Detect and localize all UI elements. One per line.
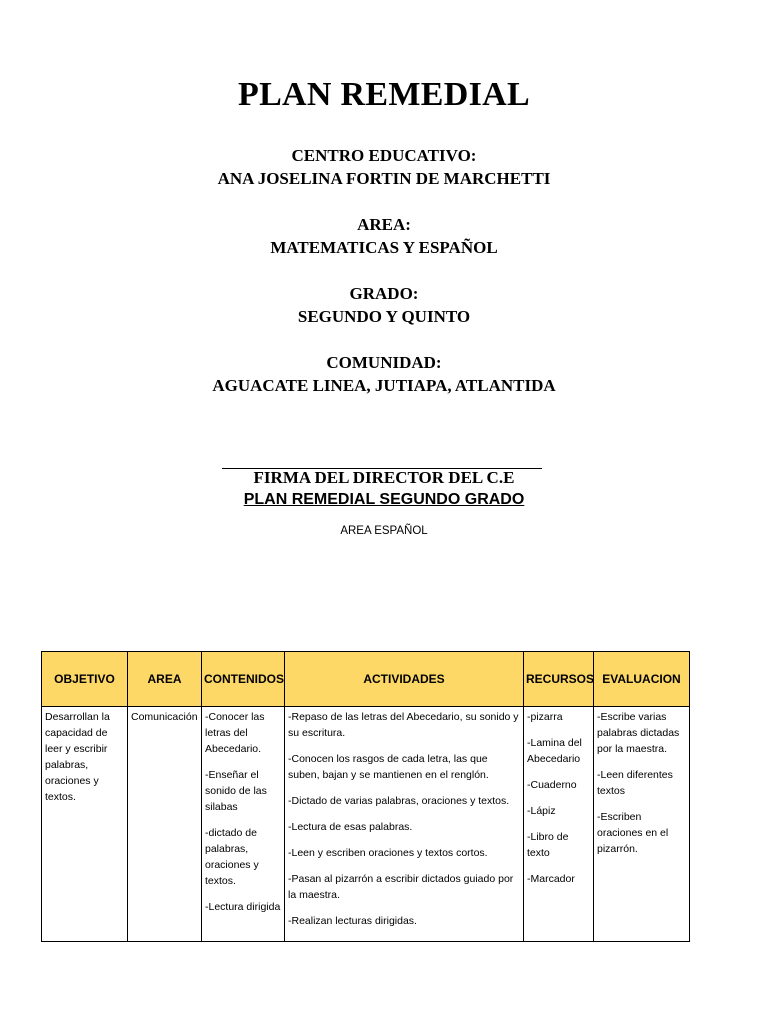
- recurso-item: -pizarra: [527, 711, 563, 723]
- actividad-item: -Realizan lecturas dirigidas.: [288, 915, 417, 927]
- cell-recursos: [524, 707, 594, 942]
- area-text: Comunicación: [131, 711, 198, 723]
- centro-educativo-block: [0, 144, 768, 190]
- cell-area: [128, 707, 202, 942]
- recurso-item: -Marcador: [527, 873, 575, 885]
- recurso-item: -Libro de texto: [527, 831, 569, 859]
- recurso-item: -Cuaderno: [527, 779, 577, 791]
- table-row: [42, 707, 690, 942]
- table-header-row: [42, 652, 690, 707]
- cell-actividades: [285, 707, 524, 942]
- cell-objetivo: [42, 707, 128, 942]
- signature-label: FIRMA DEL DIRECTOR DEL C.E: [253, 468, 515, 487]
- plan-table: [41, 651, 690, 942]
- centro-educativo-value: ANA JOSELINA FORTIN DE MARCHETTI: [217, 169, 551, 188]
- header-area: AREA: [128, 652, 202, 707]
- actividad-item: -Repaso de las letras del Abecedario, su sonido y su escritura.: [288, 711, 519, 739]
- comunidad-block: [0, 351, 768, 397]
- contenido-item: -dictado de palabras, oraciones y textos.: [205, 827, 259, 887]
- header-objetivo: OBJETIVO: [42, 652, 128, 707]
- area-value: MATEMATICAS Y ESPAÑOL: [270, 238, 498, 257]
- header-contenidos: CONTENIDOS: [202, 652, 285, 707]
- comunidad-value: AGUACATE LINEA, JUTIAPA, ATLANTIDA: [212, 376, 556, 395]
- header-recursos: RECURSOS: [524, 652, 594, 707]
- section-area-label: AREA ESPAÑOL: [340, 525, 428, 537]
- evaluacion-item: -Escriben oraciones en el pizarrón.: [597, 811, 669, 855]
- objetivo-text: Desarrollan la capacidad de leer y escribir palabras, oraciones y textos.: [45, 711, 110, 803]
- actividad-item: -Leen y escriben oraciones y textos cortos.: [288, 847, 488, 859]
- contenido-item: -Enseñar el sonido de las silabas: [205, 769, 267, 813]
- section-subtitle: PLAN REMEDIAL SEGUNDO GRADO: [243, 491, 525, 508]
- evaluacion-item: -Leen diferentes textos: [597, 769, 673, 797]
- evaluacion-item: -Escribe varias palabras dictadas por la maestra.: [597, 711, 680, 755]
- centro-educativo-label: CENTRO EDUCATIVO:: [291, 146, 477, 165]
- recurso-item: -Lamina del Abecedario: [527, 737, 582, 765]
- cell-contenidos: [202, 707, 285, 942]
- grado-block: [0, 282, 768, 328]
- actividad-item: -Dictado de varias palabras, oraciones y textos.: [288, 795, 510, 807]
- actividad-item: -Conocen los rasgos de cada letra, las que suben, bajan y se mantienen en el renglón.: [288, 753, 489, 781]
- area-block: [0, 213, 768, 259]
- actividad-item: -Lectura de esas palabras.: [288, 821, 413, 833]
- recurso-item: -Lápiz: [527, 805, 556, 817]
- header-actividades: ACTIVIDADES: [285, 652, 524, 707]
- actividad-item: -Pasan al pizarrón a escribir dictados guiado por la maestra.: [288, 873, 514, 901]
- cell-evaluacion: [594, 707, 690, 942]
- grado-value: SEGUNDO Y QUINTO: [297, 307, 471, 326]
- grado-label: GRADO:: [349, 284, 419, 303]
- contenido-item: -Conocer las letras del Abecedario.: [205, 711, 265, 755]
- document-title: PLAN REMEDIAL: [238, 76, 530, 113]
- area-label: AREA:: [357, 215, 411, 234]
- header-evaluacion: EVALUACION: [594, 652, 690, 707]
- comunidad-label: COMUNIDAD:: [326, 353, 442, 372]
- contenido-item: -Lectura dirigida: [205, 901, 281, 913]
